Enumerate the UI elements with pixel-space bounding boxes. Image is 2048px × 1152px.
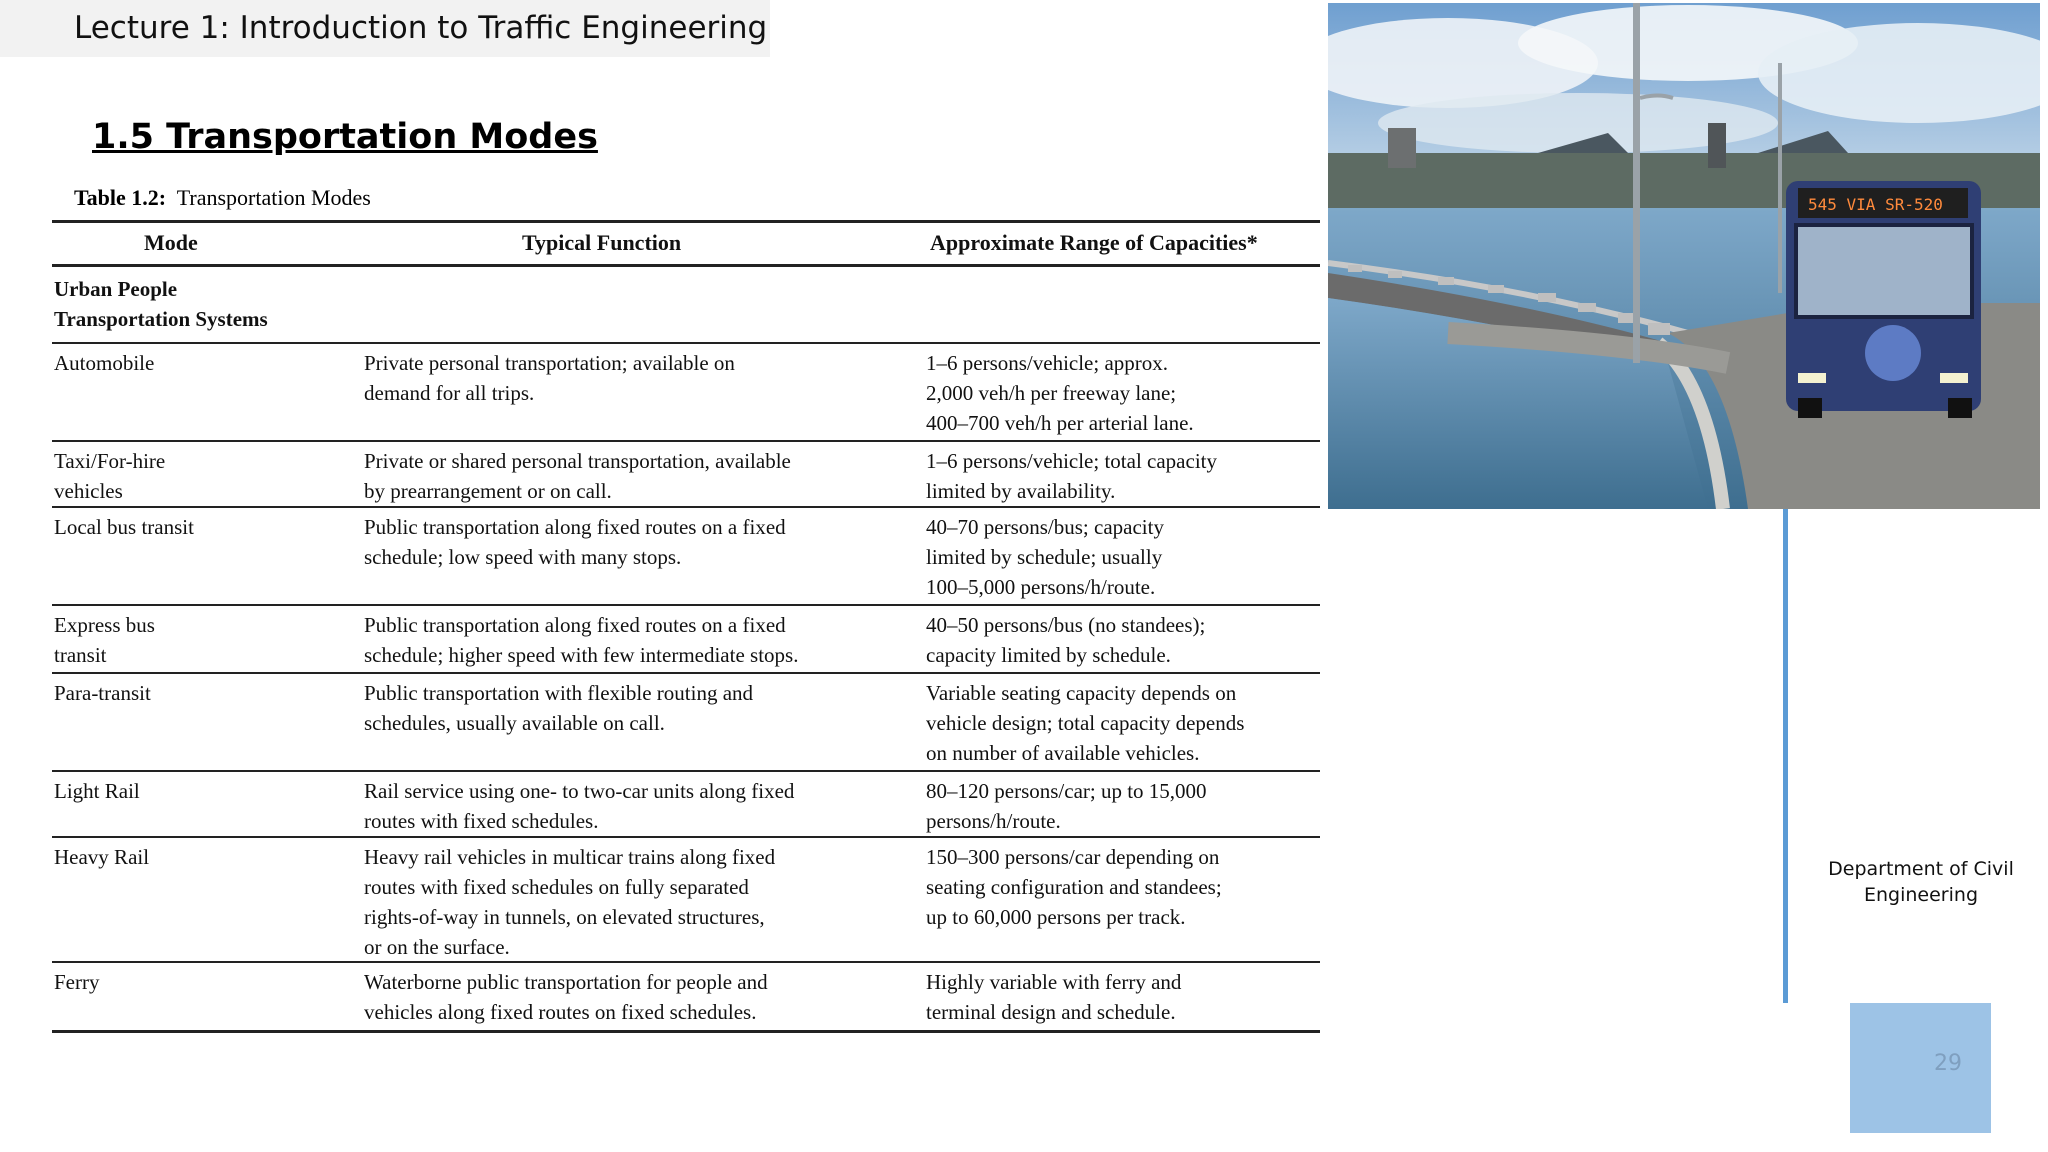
table-top-rule xyxy=(52,220,1320,223)
function-cell xyxy=(364,967,904,1027)
capacity-cell-line: 40–70 persons/bus; capacity xyxy=(926,515,1164,539)
lecture-title: Lecture 1: Introduction to Traffic Engineering xyxy=(74,10,768,46)
table-caption xyxy=(74,185,371,211)
capacity-cell-line: limited by availability. xyxy=(926,479,1116,503)
mode-cell xyxy=(54,610,354,670)
row-separator xyxy=(52,961,1320,963)
bus-bridge-image xyxy=(1328,3,2040,509)
capacity-cell-line: capacity limited by schedule. xyxy=(926,643,1171,667)
capacity-cell xyxy=(926,446,1320,506)
table-caption-label: Table 1.2: xyxy=(74,185,167,210)
capacity-cell-line: persons/h/route. xyxy=(926,809,1061,833)
function-cell-line: schedule; low speed with many stops. xyxy=(364,545,682,569)
bus-bridge-photo xyxy=(1328,3,2040,509)
row-separator xyxy=(52,672,1320,674)
function-cell xyxy=(364,610,904,670)
function-cell xyxy=(364,842,904,962)
function-cell-line: Private or shared personal transportation, available xyxy=(364,449,791,473)
capacity-cell-line: 1–6 persons/vehicle; approx. xyxy=(926,351,1169,375)
function-cell-line: Public transportation along fixed routes on a fixed xyxy=(364,613,786,637)
mode-cell xyxy=(54,512,354,542)
mode-cell-line: vehicles xyxy=(54,479,123,503)
capacity-cell-line: limited by schedule; usually xyxy=(926,545,1163,569)
column-header-mode: Mode xyxy=(144,230,198,255)
capacity-cell xyxy=(926,512,1320,602)
mode-cell xyxy=(54,348,354,378)
row-separator xyxy=(52,836,1320,838)
column-header-function: Typical Function xyxy=(522,230,682,255)
section-heading: 1.5 Transportation Modes xyxy=(92,117,598,157)
mode-cell-line: Taxi/For-hire xyxy=(54,449,166,473)
capacity-cell-line: 1–6 persons/vehicle; total capacity xyxy=(926,449,1217,473)
row-separator xyxy=(52,770,1320,772)
header-bottom-rule xyxy=(52,264,1320,267)
mode-cell xyxy=(54,776,354,806)
function-cell-line: Public transportation with flexible routing and xyxy=(364,681,754,705)
capacity-cell-line: 400–700 veh/h per arterial lane. xyxy=(926,411,1194,435)
mode-cell-line: Express bus xyxy=(54,613,155,637)
capacity-cell-line: 80–120 persons/car; up to 15,000 xyxy=(926,779,1207,803)
group-heading-line: Urban People xyxy=(54,277,178,301)
function-cell xyxy=(364,678,904,738)
capacity-cell-line: terminal design and schedule. xyxy=(926,1000,1176,1024)
mode-cell-line: Automobile xyxy=(54,351,155,375)
capacity-cell-line: 150–300 persons/car depending on xyxy=(926,845,1220,869)
function-cell-line: rights-of-way in tunnels, on elevated structures, xyxy=(364,905,765,929)
function-cell-line: Waterborne public transportation for people and xyxy=(364,970,768,994)
capacity-cell xyxy=(926,967,1320,1027)
mode-cell-line: Local bus transit xyxy=(54,515,194,539)
mode-cell-line: Para-transit xyxy=(54,681,151,705)
capacity-cell-line: seating configuration and standees; xyxy=(926,875,1222,899)
page-number-box xyxy=(1850,1003,1991,1133)
row-separator xyxy=(52,440,1320,442)
function-cell-line: schedule; higher speed with few intermediate stops. xyxy=(364,643,799,667)
function-cell-line: demand for all trips. xyxy=(364,381,535,405)
function-cell xyxy=(364,776,904,836)
row-separator xyxy=(52,342,1320,344)
capacity-cell-line: Highly variable with ferry and xyxy=(926,970,1182,994)
mode-cell-line: Heavy Rail xyxy=(54,845,150,869)
page-number: 29 xyxy=(1934,1051,1962,1076)
mode-cell-line: Ferry xyxy=(54,970,100,994)
function-cell-line: by prearrangement or on call. xyxy=(364,479,612,503)
capacity-cell-line: 100–5,000 persons/h/route. xyxy=(926,575,1156,599)
capacity-cell-line: on number of available vehicles. xyxy=(926,741,1200,765)
department-label: Department of Civil Engineering xyxy=(1828,858,2014,906)
capacity-cell xyxy=(926,776,1320,836)
capacity-cell xyxy=(926,348,1320,438)
accent-divider xyxy=(1783,509,1788,1003)
mode-cell xyxy=(54,842,354,872)
column-header-capacity: Approximate Range of Capacities* xyxy=(930,230,1258,255)
bus-destination-sign: 545 VIA SR-520 xyxy=(1808,195,1943,214)
capacity-cell xyxy=(926,610,1320,670)
capacity-cell xyxy=(926,678,1320,768)
mode-cell xyxy=(54,967,354,997)
mode-cell xyxy=(54,446,354,506)
capacity-cell-line: 2,000 veh/h per freeway lane; xyxy=(926,381,1177,405)
function-cell xyxy=(364,446,904,506)
function-cell-line: Rail service using one- to two-car units along fixed xyxy=(364,779,795,803)
function-cell-line: routes with fixed schedules. xyxy=(364,809,599,833)
function-cell-line: or on the surface. xyxy=(364,935,510,959)
table-bottom-rule xyxy=(52,1030,1320,1033)
function-cell-line: routes with fixed schedules on fully separated xyxy=(364,875,749,899)
capacity-cell-line: up to 60,000 persons per track. xyxy=(926,905,1186,929)
capacity-cell-line: vehicle design; total capacity depends xyxy=(926,711,1245,735)
capacity-cell-line: 40–50 persons/bus (no standees); xyxy=(926,613,1206,637)
row-separator xyxy=(52,604,1320,606)
function-cell-line: Private personal transportation; available on xyxy=(364,351,735,375)
function-cell xyxy=(364,348,904,408)
mode-cell xyxy=(54,678,354,708)
group-heading-line: Transportation Systems xyxy=(54,307,268,331)
function-cell-line: Heavy rail vehicles in multicar trains along fixed xyxy=(364,845,776,869)
mode-cell-line: Light Rail xyxy=(54,779,140,803)
capacity-cell xyxy=(926,842,1320,932)
row-separator xyxy=(52,506,1320,508)
function-cell-line: Public transportation along fixed routes on a fixed xyxy=(364,515,786,539)
function-cell-line: schedules, usually available on call. xyxy=(364,711,665,735)
mode-cell-line: transit xyxy=(54,643,107,667)
table-caption-text: Transportation Modes xyxy=(176,185,371,210)
function-cell xyxy=(364,512,904,572)
capacity-cell-line: Variable seating capacity depends on xyxy=(926,681,1237,705)
function-cell-line: vehicles along fixed routes on fixed schedules. xyxy=(364,1000,757,1024)
